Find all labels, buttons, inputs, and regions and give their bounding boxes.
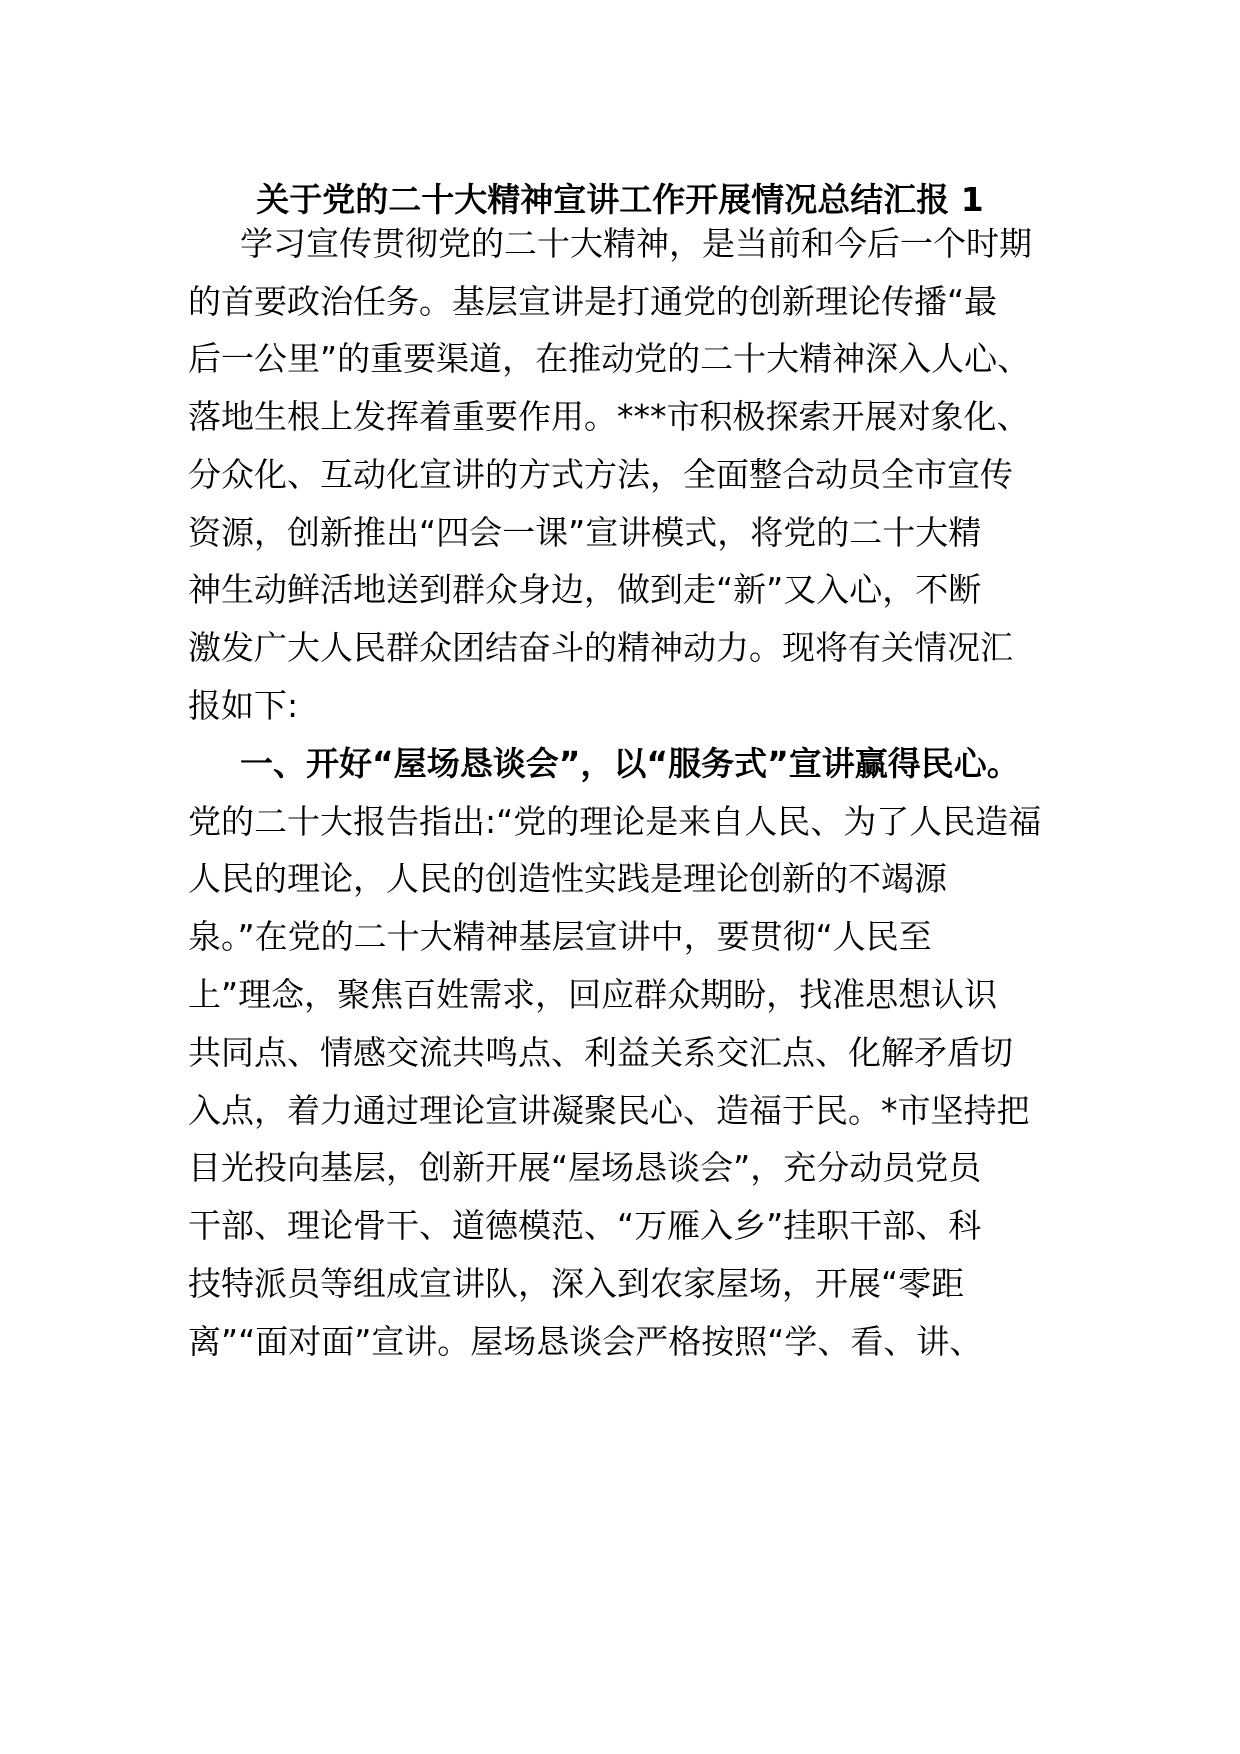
paragraph-line: 共同点、情感交流共鸣点、利益关系交汇点、化解矛盾切 — [188, 1033, 1013, 1072]
paragraph-line: 技特派员等组成宣讲队，深入到农家屋场，开展“零距 — [188, 1264, 965, 1303]
paragraph-line: 人民的理论，人民的创造性实践是理论创新的不竭源 — [188, 859, 947, 898]
paragraph-line: 干部、理论骨干、道德模范、“万雁入乡”挂职干部、科 — [188, 1206, 982, 1245]
paragraph-line: 报如下: — [188, 686, 299, 725]
paragraph-line: 离”“面对面”宣讲。屋场恳谈会严格按照“学、看、讲、 — [188, 1322, 983, 1361]
paragraph-line: 激发广大人民群众团结奋斗的精神动力。现将有关情况汇 — [188, 628, 1013, 667]
paragraph-line: 神生动鲜活地送到群众身边，做到走“新”又入心，不断 — [188, 570, 982, 609]
document-title: 关于党的二十大精神宣讲工作开展情况总结汇报 1 — [256, 180, 984, 219]
paragraph-line: 学习宣传贯彻党的二十大精神，是当前和今后一个时期 — [240, 224, 1032, 263]
paragraph-line: 入点，着力通过理论宣讲凝聚民心、造福于民。*市坚持把 — [188, 1091, 1030, 1130]
paragraph-line: 后一公里”的重要渠道，在推动党的二十大精神深入人心、 — [188, 339, 1031, 378]
paragraph-line: 上”理念，聚焦百姓需求，回应群众期盼，找准思想认识 — [188, 975, 998, 1014]
paragraph-line: 的首要政治任务。基层宣讲是打通党的创新理论传播“最 — [188, 282, 998, 321]
paragraph-line: 落地生根上发挥着重要作用。***市积极探索开展对象化、 — [188, 397, 1030, 436]
paragraph-line: 目光投向基层，创新开展“屋场恳谈会”，充分动员党员 — [188, 1148, 982, 1187]
paragraph-line: 分众化、互动化宣讲的方式方法，全面整合动员全市宣传 — [188, 455, 1013, 494]
section-heading: 一、开好“屋场恳谈会”，以“服务式”宣讲赢得民心。 — [240, 744, 1020, 783]
paragraph-line: 资源，创新推出“四会一课”宣讲模式，将党的二十大精 — [188, 513, 982, 552]
paragraph-line: 泉。”在党的二十大精神基层宣讲中，要贯彻“人民至 — [188, 917, 932, 956]
paragraph-line: 党的二十大报告指出:“党的理论是来自人民、为了人民造福 — [188, 802, 1042, 841]
